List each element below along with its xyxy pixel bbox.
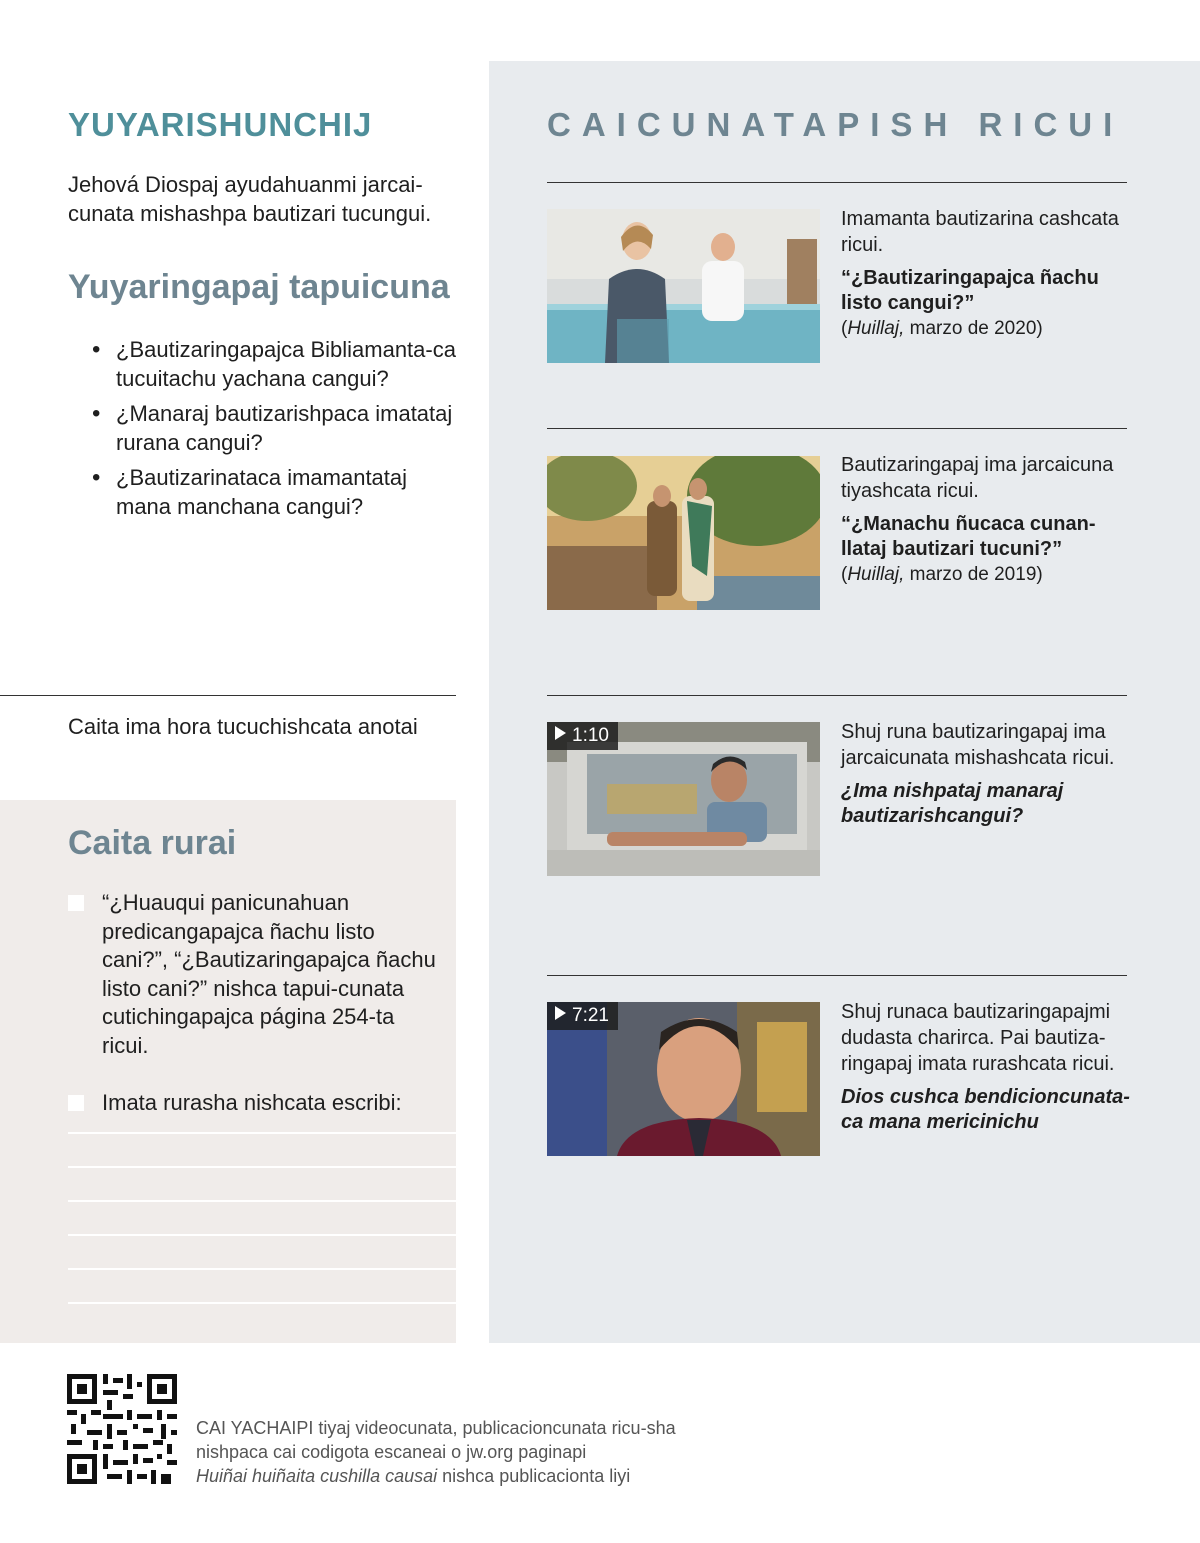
writing-line[interactable] [68, 1200, 456, 1202]
summary-title: YUYARISHUNCHIJ [68, 106, 373, 143]
task-item-text: Imata rurasha nishcata escribi: [102, 1090, 402, 1115]
card-video-link[interactable]: Dios cushca bendicioncunata-ca mana mericinichu [841, 1086, 1130, 1133]
card-text [841, 719, 1136, 829]
task-item-text: “¿Huauqui panicunahuan predicangapajca ñachu listo cani?”, “¿Bautizaringapajca ñachu listo cani?” nishca tapui-cunata cutichingapajca página 254-ta ricui. [102, 890, 436, 1058]
qr-code[interactable] [67, 1374, 177, 1484]
task-item [68, 1089, 438, 1118]
card-video-link[interactable]: ¿Ima nishpataj manaraj bautizarishcangui? [841, 780, 1064, 827]
video-duration: 1:10 [572, 725, 609, 746]
card-text [841, 206, 1136, 342]
man-driving-car-video[interactable] [547, 722, 820, 876]
jesus-baptism-painting[interactable] [547, 456, 820, 610]
review-question: • ¿Bautizaringapajca Bibliamanta-ca tucuitachu yachana cangui? [92, 336, 462, 393]
card-description: Shuj runa bautizaringapaj ima jarcaicunata mishashcata ricui. [841, 721, 1115, 769]
review-question: • ¿Manaraj bautizarishpaca imatataj rurana cangui? [92, 400, 462, 457]
card-article-link[interactable]: “¿Bautizaringapajca ñachu listo cangui?” [841, 267, 1099, 314]
writing-line[interactable] [68, 1302, 456, 1304]
card-divider [547, 695, 1127, 696]
card-source-date: marzo de 2019) [904, 564, 1043, 585]
card-source: (Huillaj, marzo de 2019) [841, 564, 1043, 585]
task-title: Caita rurai [68, 824, 237, 862]
card-article-link[interactable]: “¿Manachu ñucaca cunan-llataj bautizari tucuni?” [841, 513, 1096, 560]
task-item [68, 889, 438, 1060]
qr-code-icon [67, 1374, 177, 1484]
summary-text: Jehová Diospaj ayudahuanmi jarcai-cunata mishashpa bautizari tucungui. [68, 172, 432, 226]
writing-line[interactable] [68, 1234, 456, 1236]
footer-line-1: CAI YACHAIPI tiyaj videocunata, publicacioncunata ricu-sha nishpaca cai codigota escaneai o jw.org paginapi [196, 1418, 676, 1462]
writing-line[interactable] [68, 1132, 456, 1134]
card-divider [547, 975, 1127, 976]
task-checkbox[interactable] [68, 1095, 84, 1111]
play-icon [555, 1006, 566, 1020]
smiling-man-video[interactable] [547, 1002, 820, 1156]
card-description: Shuj runaca bautizaringapajmi dudasta charirca. Pai bautiza-ringapaj imata rurashcata ricui. [841, 1001, 1115, 1075]
card-source-publication: Huillaj, [847, 564, 905, 585]
explore-title: CAICUNATAPISH RICUI [547, 106, 1124, 143]
card-text [841, 452, 1136, 588]
card-source: (Huillaj, marzo de 2020) [841, 318, 1043, 339]
footer-text [196, 1416, 716, 1488]
card-text [841, 999, 1136, 1135]
video-duration-badge [547, 1002, 618, 1030]
task-checkbox[interactable] [68, 895, 84, 911]
review-question: • ¿Bautizarinataca imamantataj mana manchana cangui? [92, 464, 462, 521]
review-question-list [92, 336, 462, 528]
writing-line[interactable] [68, 1268, 456, 1270]
video-duration: 7:21 [572, 1005, 609, 1026]
task-panel [0, 800, 456, 1343]
writing-line[interactable] [68, 1166, 456, 1168]
footer-line-2: nishca publicacionta liyi [437, 1466, 631, 1486]
card-divider [547, 182, 1127, 183]
section-divider [0, 695, 456, 696]
woman-baptism-pool-photo[interactable] [547, 209, 820, 363]
card-divider [547, 428, 1127, 429]
card-source-publication: Huillaj, [847, 318, 905, 339]
card-description: Bautizaringapaj ima jarcaicuna tiyashcata ricui. [841, 454, 1114, 502]
review-title: Yuyaringapaj tapuicuna [68, 268, 450, 306]
completion-date-label: Caita ima hora tucuchishcata anotai [68, 714, 418, 739]
video-duration-badge [547, 722, 618, 750]
card-description: Imamanta bautizarina cashcata ricui. [841, 208, 1119, 256]
play-icon [555, 726, 566, 740]
footer-publication-title: Huiñai huiñaita cushilla causai [196, 1466, 438, 1486]
card-source-date: marzo de 2020) [904, 318, 1043, 339]
